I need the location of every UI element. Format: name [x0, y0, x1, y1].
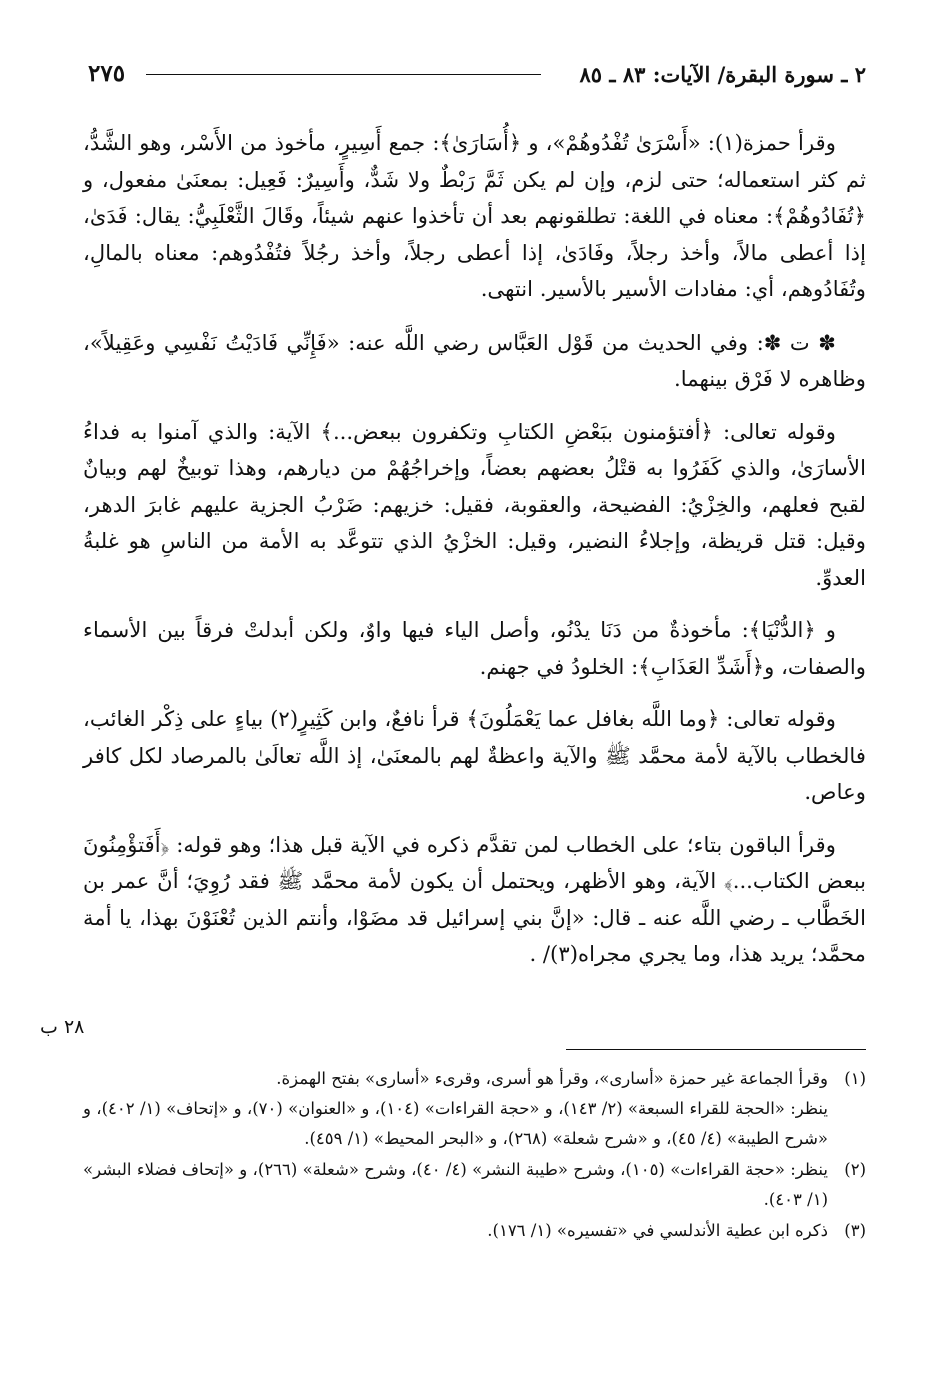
- footnote-text: ذكره ابن عطية الأندلسي في «تفسيره» (١/ ١٧٦).: [487, 1221, 828, 1240]
- header-rule: [146, 74, 541, 75]
- footnote-number: (٣): [844, 1221, 866, 1240]
- footnote-rule: [566, 1049, 866, 1050]
- page-header: [88, 60, 866, 94]
- footnote-number: (١): [844, 1069, 866, 1088]
- footnote: [83, 1155, 866, 1215]
- manuscript-folio-note: ٢٨ ب: [40, 1016, 85, 1038]
- footnote-text: ينظر: «حجة القراءات» (١٠٥)، وشرح «طيبة النشر» (٤/ ٤٠)، وشرح «شعلة» (٢٦٦)، و «إتحاف فضلاء البشر» (١/ ٤٠٣).: [83, 1160, 828, 1209]
- paragraph: و ﴿الدُّنْيَا﴾: مأخوذةٌ من دَنَا يدْنُو، وأصل الياء فيها واوٌ، ولكن أبدلتْ فرقاً بين الأسماء والصفات، و﴿أَشَدِّ العَذَابِ﴾: الخلودُ في جهنم.: [83, 617, 866, 679]
- paragraph: وقوله تعالى: ﴿وما اللَّه بغافل عما يَعْمَلُونَ﴾ قرأ نافعٌ، وابن كَثِيرٍ(٢) بياءٍ على ذِكْر الغائب، فالخطاب بالآية لأمة محمَّد ﷺ والآية واعظةٌ لهم بالمعنَىٰ، إذ اللَّه تعالَىٰ بالمرصاد لكل كافر وعاص.: [83, 706, 866, 804]
- running-title: ٢ ـ سورة البقرة/ الآيات: ٨٣ ـ ٨٥: [579, 62, 866, 87]
- footnote: [83, 1064, 866, 1154]
- paragraph: ✽ ت ✽: وفي الحديث من قَوْل العَبَّاس رضي اللَّه عنه: «فَإِنِّي فَادَيْتُ نَفْسِي وعَقِيلاً»، وظاهره لا فَرْق بينهما.: [83, 329, 866, 391]
- paragraph: وقوله تعالى: ﴿أفتؤمنون ببَعْضِ الكتابِ وتكفرون ببعض...﴾ الآية: والذي آمنوا به فداءُ الأسارَىٰ، والذي كَفَرُوا به قتْلُ بعضهم بعضاً، وإخراجُهُمْ من ديارهم، وهذا توبيخٌ لهم وبيانٌ لقبح فعلهم، والخِزْيُ: الفضيحة، والعقوبة، فقيل: خزيهم: ضَرْبُ الجزية عليهم غابرَ الدهر، وقيل: قتل قريظة، وإجلاءُ النضير، وقيل: الخزْيُ الذي تتوعَّد به الأمة من الناسِ هو غلبةُ العدوِّ.: [83, 418, 866, 590]
- paragraph: وقرأ الباقون بتاء؛ على الخطاب لمن تقدَّم ذكره في الآية قبل هذا؛ وهو قوله: ﴿أَفَتؤْمِنُونَ ببعض الكتاب...﴾ الآية، وهو الأظهر، ويحتمل أن يكون لأمة محمَّد ﷺ فقد رُوِيَ؛ أنَّ عمر بن الخَطَّاب ـ رضي اللَّه عنه ـ قال: «إنَّ بني إسرائيل قد مضَوْا، وأنتم الذين تُعْنَوْنَ بهذا، يا أمة محمَّد؛ يريد هذا، وما يجري مجراه(٣)/ .: [83, 831, 866, 966]
- paragraph: وقرأ حمزة(١): «أَسْرَىٰ تُفْدُوهُمْ»، و ﴿أُسَارَىٰ﴾: جمع أَسِيرٍ، مأخوذ من الأَسْر، وهو الشَّدُّ، ثم كثر استعماله؛ حتى لزم، وإن لم يكن ثَمَّ رَبْطٌ ولا شَدٌّ، وأَسِيرٌ: فَعِيل: بمعنَىٰ مفعول، و ﴿تُفَادُوهُمْ﴾: معناه في اللغة: تطلقونهم بعد أن تأخذوا عنهم شيئاً، وقَالَ الثَّعْلَبِيُّ: يقال: فَدَىٰ، إذا أعطى مالاً، وأخذ رجلاً، وفَادَىٰ، إذا أعطى رجلاً، وأخذ رجُلاً فتُفْدُوهم: معناه بالمالِ، وتُفَادُوهم، أي: مفادات الأسير بالأسير. انتهى.: [83, 130, 866, 301]
- footnotes: [83, 1064, 866, 1247]
- page-number: ٢٧٥: [88, 60, 126, 87]
- footnote-text: وقرأ الجماعة غير حمزة «أسارى»، وقرأ هو أسرى، وقرىء «أسارى» بفتح الهمزة. ينظر: «الحجة للقراء السبعة» (٢/ ١٤٣)، و «حجة القراءات» (١٠٤)، و «العنوان» (٧٠)، و «إتحاف» (١/ ٤٠٢)، و «شرح الطيبة» (٤/ ٤٥)، و «شرح شعلة» (٢٦٨)، و «البحر المحيط» (١/ ٤٥٩).: [83, 1069, 828, 1148]
- footnote-number: (٢): [844, 1160, 866, 1179]
- main-text: [83, 125, 866, 989]
- footnote: [83, 1216, 866, 1246]
